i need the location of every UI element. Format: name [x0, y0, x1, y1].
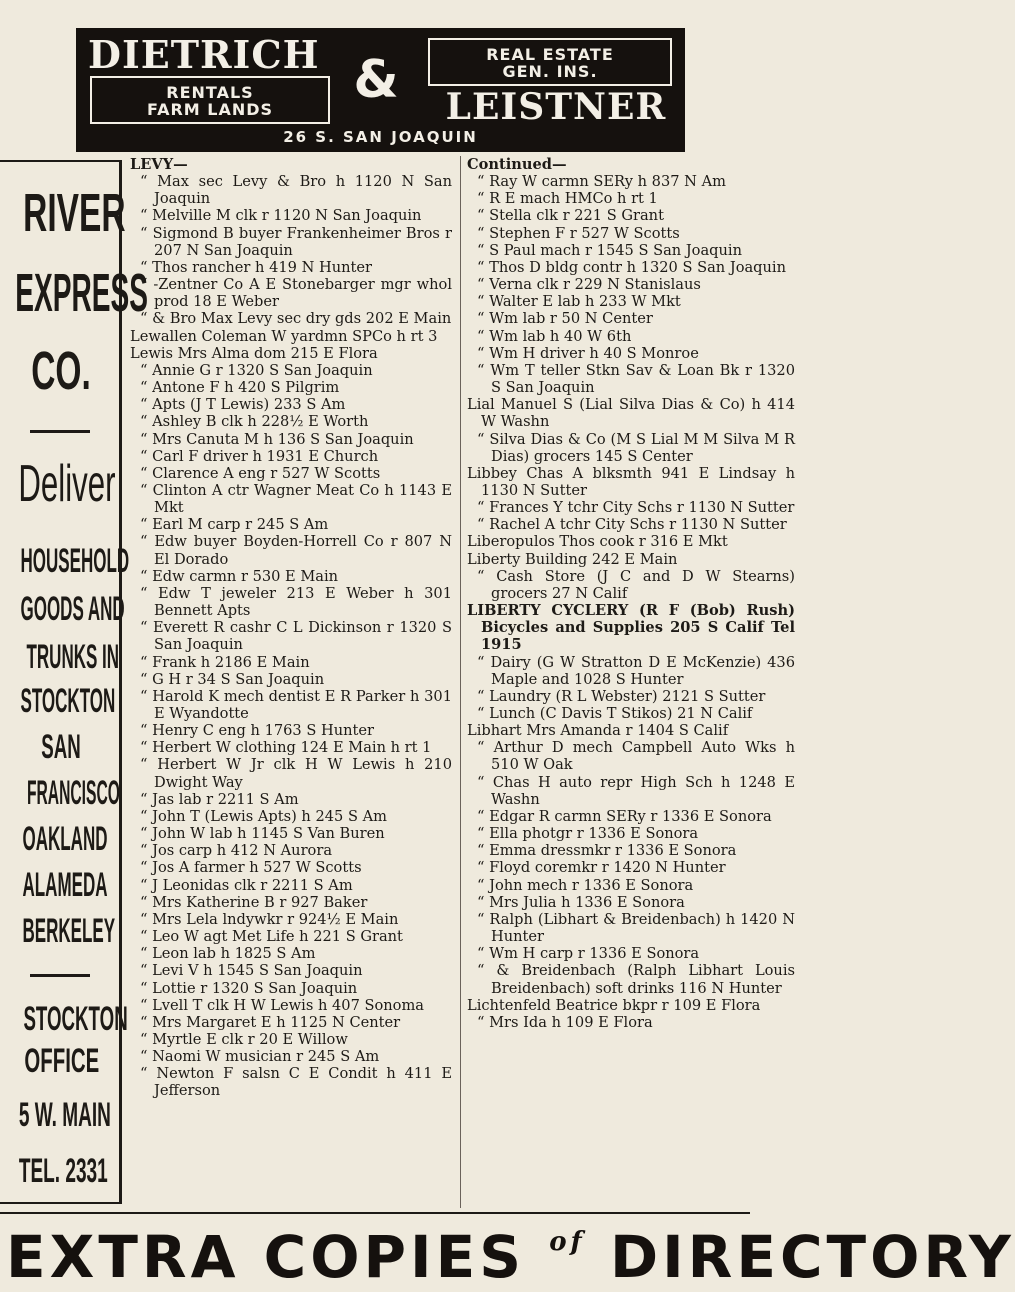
directory-entry: “ -Zentner Co A E Stonebarger mgr whol prod 18 E Weber	[140, 276, 452, 311]
bottom-ad-of: of	[549, 1227, 586, 1257]
directory-entry: Liberty Building 242 E Main	[467, 550, 678, 568]
side-ad-line: TEL. 2331	[18, 1152, 108, 1190]
directory-entry: Libhart Mrs Amanda r 1404 S Calif	[467, 722, 729, 740]
bottom-ad-text-left: EXTRA COPIES	[6, 1223, 525, 1291]
directory-entry: “ & Breidenbach (Ralph Libhart Louis Breidenbach) soft drinks 116 N Hunter	[477, 962, 795, 997]
directory-entry: “ Chas H auto repr High Sch h 1248 E Washn	[477, 773, 795, 808]
directory-entry: “ Jas lab r 2211 S Am	[140, 790, 299, 808]
directory-entry: “ Levi V h 1545 S San Joaquin	[140, 962, 363, 980]
side-ad-line: SAN	[41, 728, 81, 766]
directory-entry: Lichtenfeld Beatrice bkpr r 109 E Flora	[467, 996, 761, 1014]
ad-ampersand: &	[353, 50, 399, 110]
directory-entry: “ Antone F h 420 S Pilgrim	[140, 379, 340, 397]
side-ad-line: RIVER	[23, 183, 126, 243]
directory-entry: “ Edw buyer Boyden-Horrell Co r 807 N El Dorado	[140, 533, 452, 568]
directory-entry: “ Herbert W Jr clk H W Lewis h 210 Dwight Way	[140, 756, 452, 791]
directory-entry: “ Henry C eng h 1763 S Hunter	[140, 722, 374, 740]
directory-entry: “ Sigmond B buyer Frankenheimer Bros r 207 N San Joaquin	[140, 224, 452, 259]
directory-entry: “ Jos carp h 412 N Aurora	[140, 842, 333, 860]
side-ad-line: CO.	[31, 341, 91, 401]
directory-column-left	[130, 156, 452, 1100]
directory-entry: “ J Leonidas clk r 2211 S Am	[140, 876, 353, 894]
directory-entry: “ G H r 34 S San Joaquin	[140, 670, 325, 688]
directory-entry: “ Wm H carp r 1336 E Sonora	[477, 945, 700, 963]
bottom-divider	[0, 1212, 750, 1214]
directory-entry: “ Silva Dias & Co (M S Lial M M Silva M R Dias) grocers 145 S Center	[477, 430, 795, 465]
directory-entry: “ & Bro Max Levy sec dry gds 202 E Main	[140, 310, 452, 328]
side-ad-line: ALAMEDA	[22, 866, 108, 904]
directory-entry: “ John T (Lewis Apts) h 245 S Am	[140, 807, 387, 825]
directory-entry: “ Frances Y tchr City Schs r 1130 N Sutter	[477, 499, 795, 517]
directory-entry: “ Newton F salsn C E Condit h 411 E Jefferson	[140, 1065, 452, 1100]
side-ad-line: Deliver	[18, 455, 116, 513]
directory-entry: “ Earl M carp r 245 S Am	[140, 516, 329, 534]
directory-entry: “ Laundry (R L Webster) 2121 S Sutter	[477, 687, 766, 705]
directory-entry: “ Edw T jeweler 213 E Weber h 301 Bennett Apts	[140, 584, 452, 620]
ad-box-rentals	[90, 76, 330, 124]
directory-entry: “ Wm H driver h 40 S Monroe	[477, 344, 699, 362]
directory-entry: “ Cash Store (J C and D W Stearns) grocers 27 N Calif	[477, 567, 795, 602]
directory-entry: “ Ralph (Libhart & Breidenbach) h 1420 N Hunter	[477, 910, 795, 946]
directory-entry: “ Mrs Katherine B r 927 Baker	[140, 893, 368, 911]
directory-entry: “ Ashley B clk h 228½ E Worth	[140, 413, 369, 431]
directory-entry: “ Mrs Margaret E h 1125 N Center	[140, 1013, 401, 1031]
directory-entry: LIBERTY CYCLERY (R F (Bob) Rush) Bicycles and Supplies 205 S Calif Tel 1915	[467, 602, 795, 654]
directory-entry: Liberopulos Thos cook r 316 E Mkt	[467, 533, 728, 551]
directory-entry: “ Thos rancher h 419 N Hunter	[140, 258, 372, 276]
directory-entry: “ Jos A farmer h 527 W Scotts	[140, 859, 362, 877]
directory-entry: “ Naomi W musician r 245 S Am	[140, 1048, 380, 1066]
directory-entry: “ Thos D bldg contr h 1320 S San Joaquin	[477, 258, 786, 276]
side-ad-line: HOUSEHOLD	[20, 542, 130, 580]
directory-entry: “ Lottie r 1320 S San Joaquin	[140, 979, 358, 997]
ad-firm-name-dietrich: DIETRICH	[88, 32, 320, 77]
bottom-advertisement	[6, 1222, 1015, 1291]
side-ad-line: OAKLAND	[22, 820, 108, 858]
directory-entry: “ Floyd coremkr r 1420 N Hunter	[477, 859, 726, 877]
side-ad-line: 5 W. MAIN	[18, 1096, 111, 1134]
directory-entry: Lewis Mrs Alma dom 215 E Flora	[130, 344, 378, 362]
ad-box-line: GEN. INS.	[502, 62, 598, 81]
directory-entry: “ Mrs Julia h 1336 E Sonora	[477, 893, 685, 911]
directory-entry: “ Lunch (C Davis T Stikos) 21 N Calif	[477, 705, 753, 722]
bottom-ad-text-right: DIRECTORY	[609, 1223, 1015, 1291]
side-advertisement	[0, 160, 148, 1204]
side-ad-line: EXPRESS	[15, 263, 148, 323]
side-ad-line: BERKELEY	[22, 912, 116, 950]
side-ad-line: OFFICE	[24, 1042, 100, 1080]
directory-entry: “ Myrtle E clk r 20 E Willow	[140, 1030, 348, 1048]
directory-entry: LEVY—	[130, 156, 188, 173]
side-ad-line: FRANCISCO	[26, 774, 120, 812]
directory-entry: “ Lvell T clk H W Lewis h 407 Sonoma	[140, 996, 425, 1014]
directory-entry: “ Arthur D mech Campbell Auto Wks h 510 W Oak	[477, 739, 795, 774]
directory-entry: “ Ella photgr r 1336 E Sonora	[477, 825, 699, 843]
directory-entry: “ John mech r 1336 E Sonora	[477, 876, 694, 894]
directory-entry: “ Walter E lab h 233 W Mkt	[477, 293, 681, 311]
directory-entry: “ Max sec Levy & Bro h 1120 N San Joaquin	[140, 173, 452, 208]
directory-entry: “ R E mach HMCo h rt 1	[477, 190, 658, 208]
ad-box-line: FARM LANDS	[146, 100, 274, 119]
side-ad-line: TRUNKS IN	[26, 638, 120, 676]
directory-entry: “ Apts (J T Lewis) 233 S Am	[140, 396, 346, 414]
directory-entry: “ Wm lab r 50 N Center	[477, 310, 653, 328]
directory-entry: “ Mrs Ida h 109 E Flora	[477, 1013, 653, 1031]
top-advertisement	[76, 28, 685, 152]
directory-entry: “ Mrs Lela lndywkr r 924½ E Main	[140, 910, 399, 928]
column-divider	[460, 156, 461, 1208]
directory-entry: “ Leo W agt Met Life h 221 S Grant	[140, 928, 403, 946]
directory-entry: “ Melville M clk r 1120 N San Joaquin	[140, 207, 422, 225]
ad-address: 26 S. SAN JOAQUIN	[283, 128, 478, 146]
directory-entry: “ Verna clk r 229 N Stanislaus	[477, 276, 701, 294]
directory-entry: “ Annie G r 1320 S San Joaquin	[140, 361, 373, 379]
directory-entry: “ Leon lab h 1825 S Am	[140, 945, 316, 963]
directory-entry: “ Frank h 2186 E Main	[140, 653, 310, 671]
directory-entry: “ John W lab h 1145 S Van Buren	[140, 825, 385, 843]
directory-entry: Libbey Chas A blksmth 941 E Lindsay h 1130 N Sutter	[467, 464, 795, 499]
ad-box-real-estate	[428, 38, 672, 86]
directory-entry: “ Rachel A tchr City Schs r 1130 N Sutter	[477, 516, 787, 534]
directory-entry: “ Emma dressmkr r 1336 E Sonora	[477, 842, 737, 860]
directory-entry: “ Carl F driver h 1931 E Church	[140, 447, 379, 465]
directory-entry: Lewallen Coleman W yardmn SPCo h rt 3	[130, 327, 438, 345]
side-ad-divider	[30, 974, 90, 977]
directory-entry: Continued—	[467, 156, 567, 173]
directory-entry: “ Stella clk r 221 S Grant	[477, 207, 664, 225]
directory-entry: “ Herbert W clothing 124 E Main h rt 1	[140, 739, 432, 757]
directory-entry: “ S Paul mach r 1545 S San Joaquin	[477, 241, 742, 259]
directory-entry: “ Edgar R carmn SERy r 1336 E Sonora	[477, 807, 772, 825]
directory-entry: “ Clarence A eng r 527 W Scotts	[140, 464, 381, 482]
directory-entry: Lial Manuel S (Lial Silva Dias & Co) h 414 W Washn	[467, 396, 795, 431]
directory-entry: “ Everett R cashr C L Dickinson r 1320 S San Joaquin	[140, 619, 452, 654]
directory-entry: “ Stephen F r 527 W Scotts	[477, 224, 680, 242]
directory-entry: “ Edw carmn r 530 E Main	[140, 567, 339, 585]
side-ad-line: GOODS AND	[20, 590, 125, 628]
directory-entry: “ Wm lab h 40 W 6th	[477, 327, 632, 345]
directory-entry: “ Wm T teller Stkn Sav & Loan Bk r 1320 S San Joaquin	[477, 361, 795, 397]
side-ad-line: STOCKTON	[20, 682, 116, 720]
directory-entry: “ Dairy (G W Stratton D E McKenzie) 436 Maple and 1028 S Hunter	[477, 653, 795, 688]
ad-box-line: RENTALS	[166, 83, 254, 102]
directory-entry: “ Mrs Canuta M h 136 S San Joaquin	[140, 430, 414, 448]
ad-firm-name-leistner: LEISTNER	[445, 86, 667, 128]
side-ad-line: STOCKTON	[23, 1000, 128, 1038]
side-ad-divider	[30, 430, 90, 433]
directory-column-right	[467, 156, 795, 1031]
directory-entry: “ Clinton A ctr Wagner Meat Co h 1143 E Mkt	[140, 481, 452, 517]
ad-box-line: REAL ESTATE	[486, 45, 614, 64]
directory-entry: “ Ray W carmn SERy h 837 N Am	[477, 173, 726, 191]
directory-entry: “ Harold K mech dentist E R Parker h 301 E Wyandotte	[140, 687, 452, 722]
